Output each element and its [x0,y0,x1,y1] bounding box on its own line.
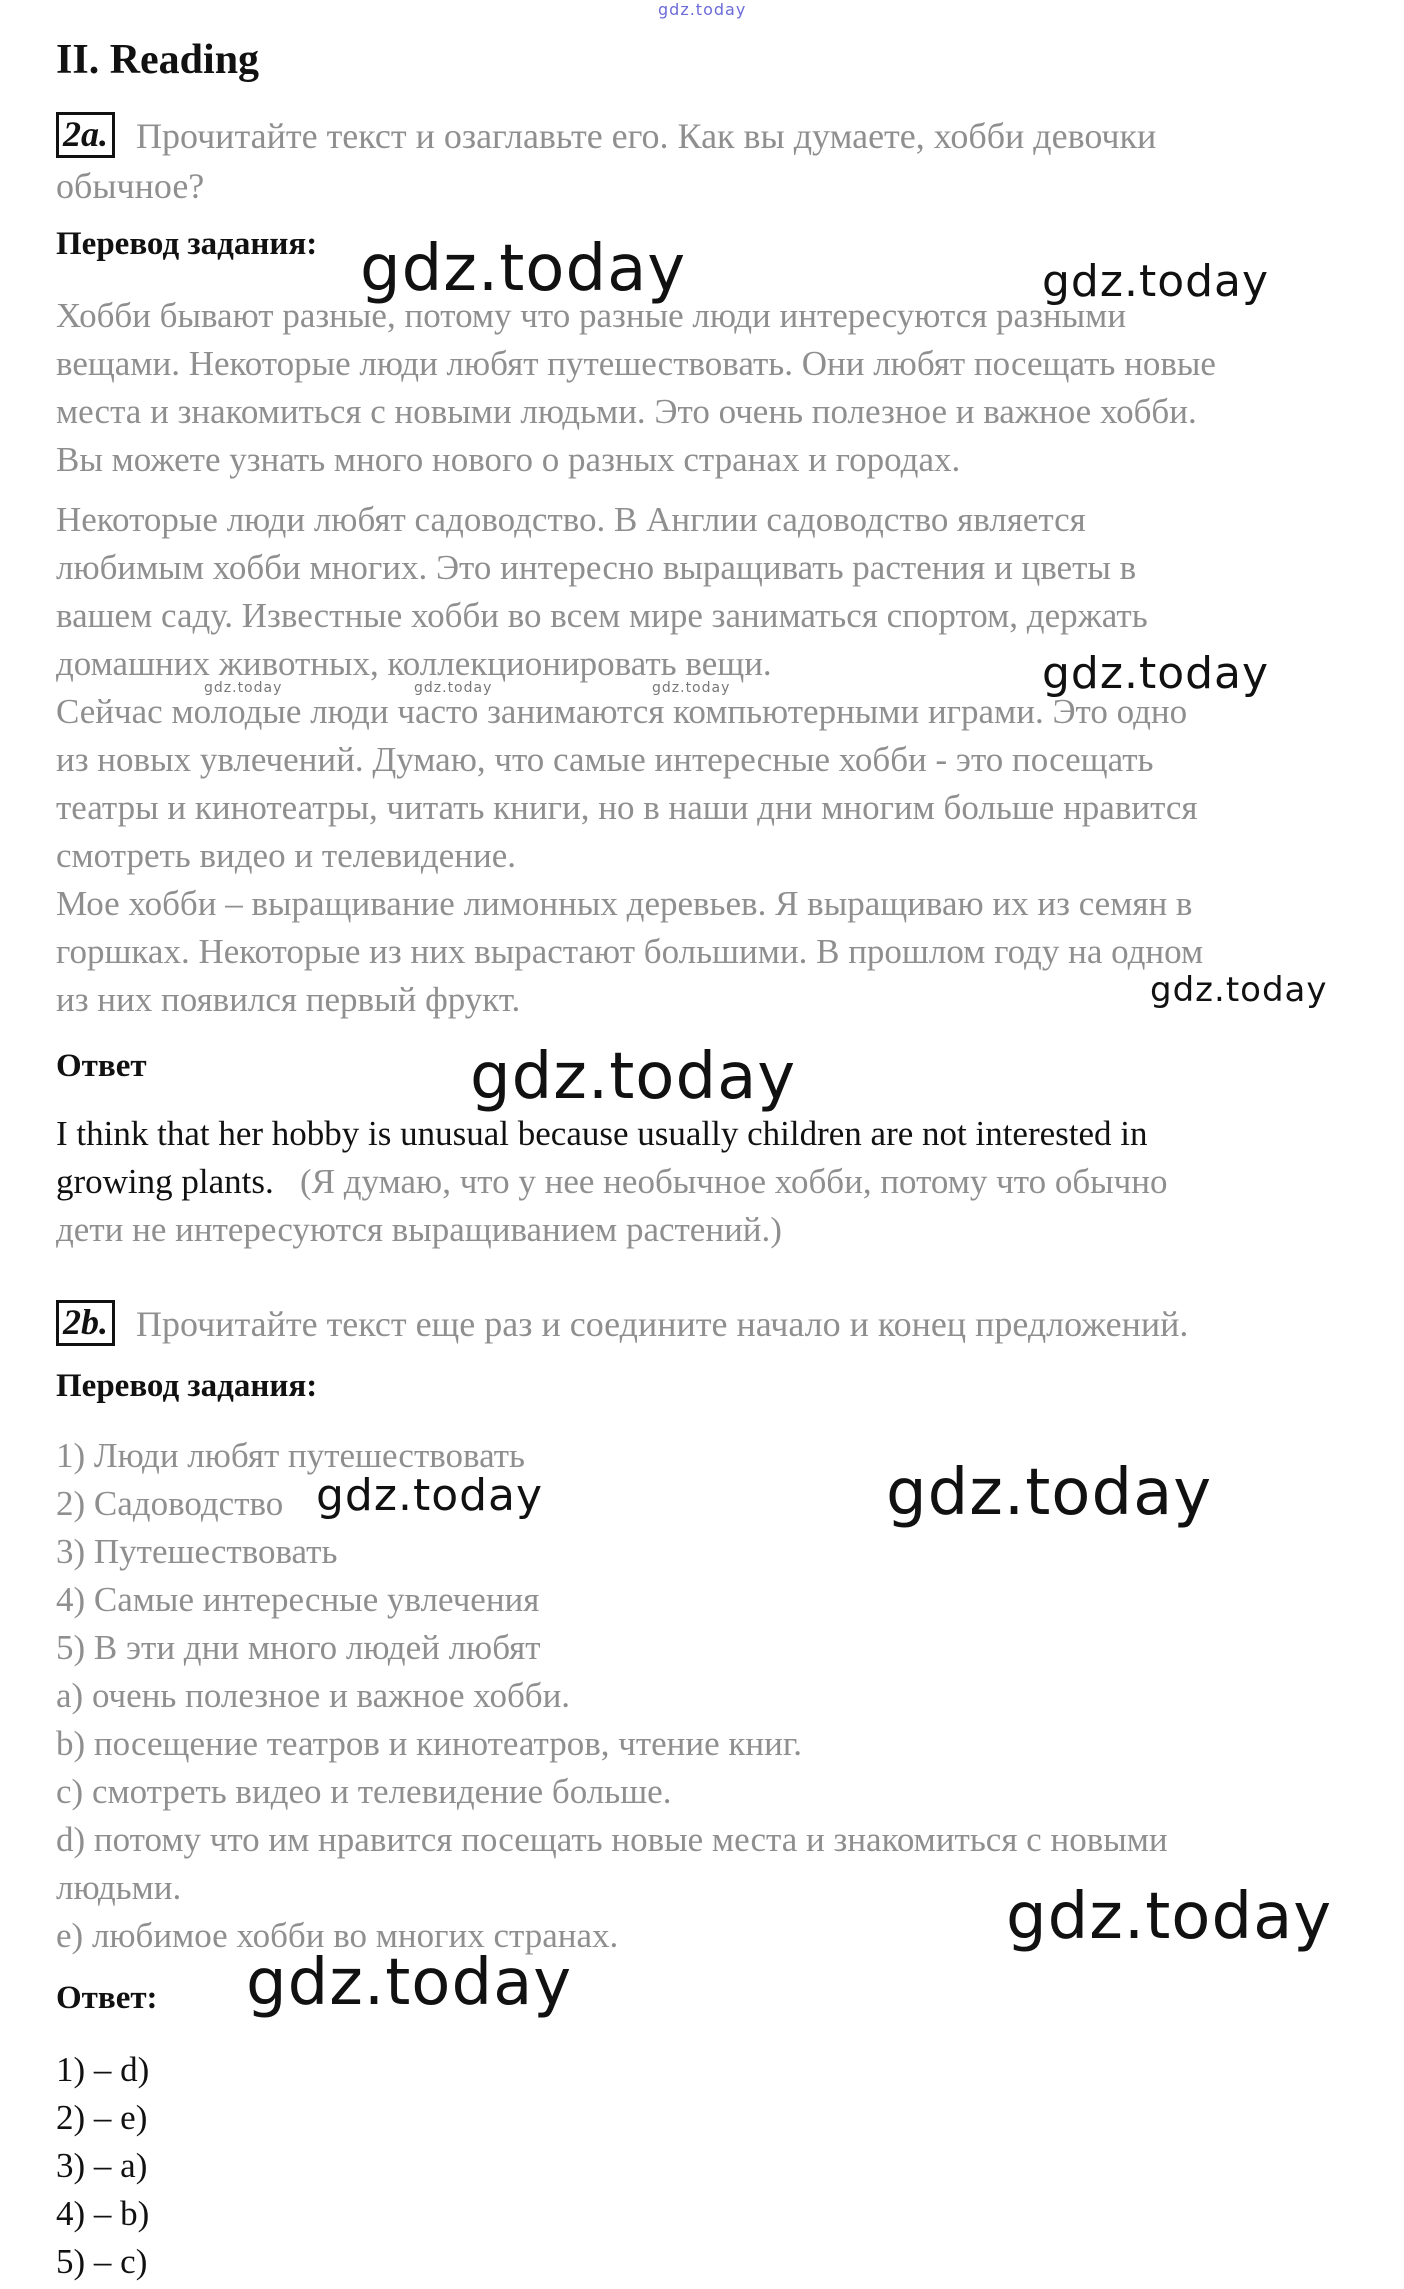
task-2b-item: b) посещение театров и кинотеатров, чтение книг. [56,1724,803,1763]
task-2b-answer: 2) – e) [56,2098,148,2137]
task-2a-paragraph2-line: Сейчас молодые люди часто занимаются компьютерными играми. Это одно [56,692,1188,731]
task-2b-label: 2b. [56,1300,115,1346]
task-2a-paragraph2-line: из новых увлечений. Думаю, что самые интересные хобби - это посещать [56,740,1154,779]
watermark-6: gdz.today [316,1470,544,1521]
section-title: II. Reading [56,37,260,83]
task-2b-translation-label: Перевод задания: [56,1368,318,1404]
task-2a-paragraph2-line: театры и кинотеатры, читать книги, но в наши дни многим больше нравится [56,788,1198,827]
task-2b-answer-label: Ответ: [56,1980,158,2016]
watermark-5: gdz.today [470,1040,797,1114]
task-2b-item: 2) Садоводство [56,1484,284,1523]
task-2a-paragraph1-line: Хобби бывают разные, потому что разные люди интересуются разными [56,296,1127,335]
task-2a-translation-label: Перевод задания: [56,226,318,262]
watermark-small-1: gdz.today [204,680,283,696]
watermark-small-2: gdz.today [414,680,493,696]
task-2b-item: 1) Люди любят путешествовать [56,1436,525,1475]
task-2b-item: c) смотреть видео и телевидение больше. [56,1772,672,1811]
task-2b-answer: 3) – a) [56,2146,148,2185]
task-2a-paragraph2-line: любимым хобби многих. Это интересно выращивать растения и цветы в [56,548,1137,587]
task-2b-answer: 5) – c) [56,2242,148,2281]
task-2b-answer: 4) – b) [56,2194,150,2233]
watermark-8: gdz.today [1006,1880,1333,1954]
watermark-1: gdz.today [360,232,687,306]
task-2b-item: d) потому что им нравится посещать новые места и знакомиться с новыми [56,1820,1168,1859]
task-2b-instruction: Прочитайте текст еще раз и соедините начало и конец предложений. [136,1304,1189,1344]
task-2a-instruction-line1: Прочитайте текст и озаглавьте его. Как вы думаете, хобби девочки [136,116,1157,156]
task-2a-answer-label: Ответ [56,1048,147,1084]
task-2a-paragraph1-line: места и знакомиться с новыми людьми. Это очень полезное и важное хобби. [56,392,1197,431]
task-2b-item: 3) Путешествовать [56,1532,338,1571]
watermark-4: gdz.today [1150,970,1328,1010]
task-2a-paragraph2-line: горшках. Некоторые из них вырастают большими. В прошлом году на одном [56,932,1204,971]
watermark-9: gdz.today [246,1946,573,2020]
task-2b-item: людьми. [56,1868,182,1907]
task-2b-answer: 1) – d) [56,2050,150,2089]
watermark-3: gdz.today [1042,648,1270,699]
task-2a-instruction-line2: обычное? [56,166,205,206]
watermark-2: gdz.today [1042,256,1270,307]
task-2b-item: 5) В эти дни много людей любят [56,1628,541,1667]
watermark-top: gdz.today [658,0,747,19]
task-2b-item: a) очень полезное и важное хобби. [56,1676,571,1715]
task-2a-paragraph2-line: домашних животных, коллекционировать вещи. [56,644,772,683]
watermark-7: gdz.today [886,1456,1213,1530]
task-2a-answer-english-line2: growing plants. [56,1162,274,1201]
task-2a-answer-russian-line1: (Я думаю, что у нее необычное хобби, потому что обычно [300,1162,1168,1201]
task-2a-answer-english-line1: I think that her hobby is unusual because usually children are not interested in [56,1114,1148,1153]
task-2a-answer-russian-line2: дети не интересуются выращиванием растений.) [56,1210,782,1249]
task-2a-paragraph2-line: вашем саду. Известные хобби во всем мире заниматься спортом, держать [56,596,1148,635]
task-2b-item: 4) Самые интересные увлечения [56,1580,540,1619]
watermark-small-3: gdz.today [652,680,731,696]
task-2b-item: e) любимое хобби во многих странах. [56,1916,619,1955]
task-2a-paragraph2-line: Мое хобби – выращивание лимонных деревьев. Я выращиваю их из семян в [56,884,1193,923]
task-2a-paragraph2-line: Некоторые люди любят садоводство. В Англии садоводство является [56,500,1086,539]
task-2a-paragraph1-line: Вы можете узнать много нового о разных странах и городах. [56,440,961,479]
task-2a-label: 2a. [56,112,115,158]
task-2a-paragraph2-line: смотреть видео и телевидение. [56,836,516,875]
task-2a-paragraph1-line: вещами. Некоторые люди любят путешествовать. Они любят посещать новые [56,344,1216,383]
task-2a-paragraph2-line: из них появился первый фрукт. [56,980,521,1019]
